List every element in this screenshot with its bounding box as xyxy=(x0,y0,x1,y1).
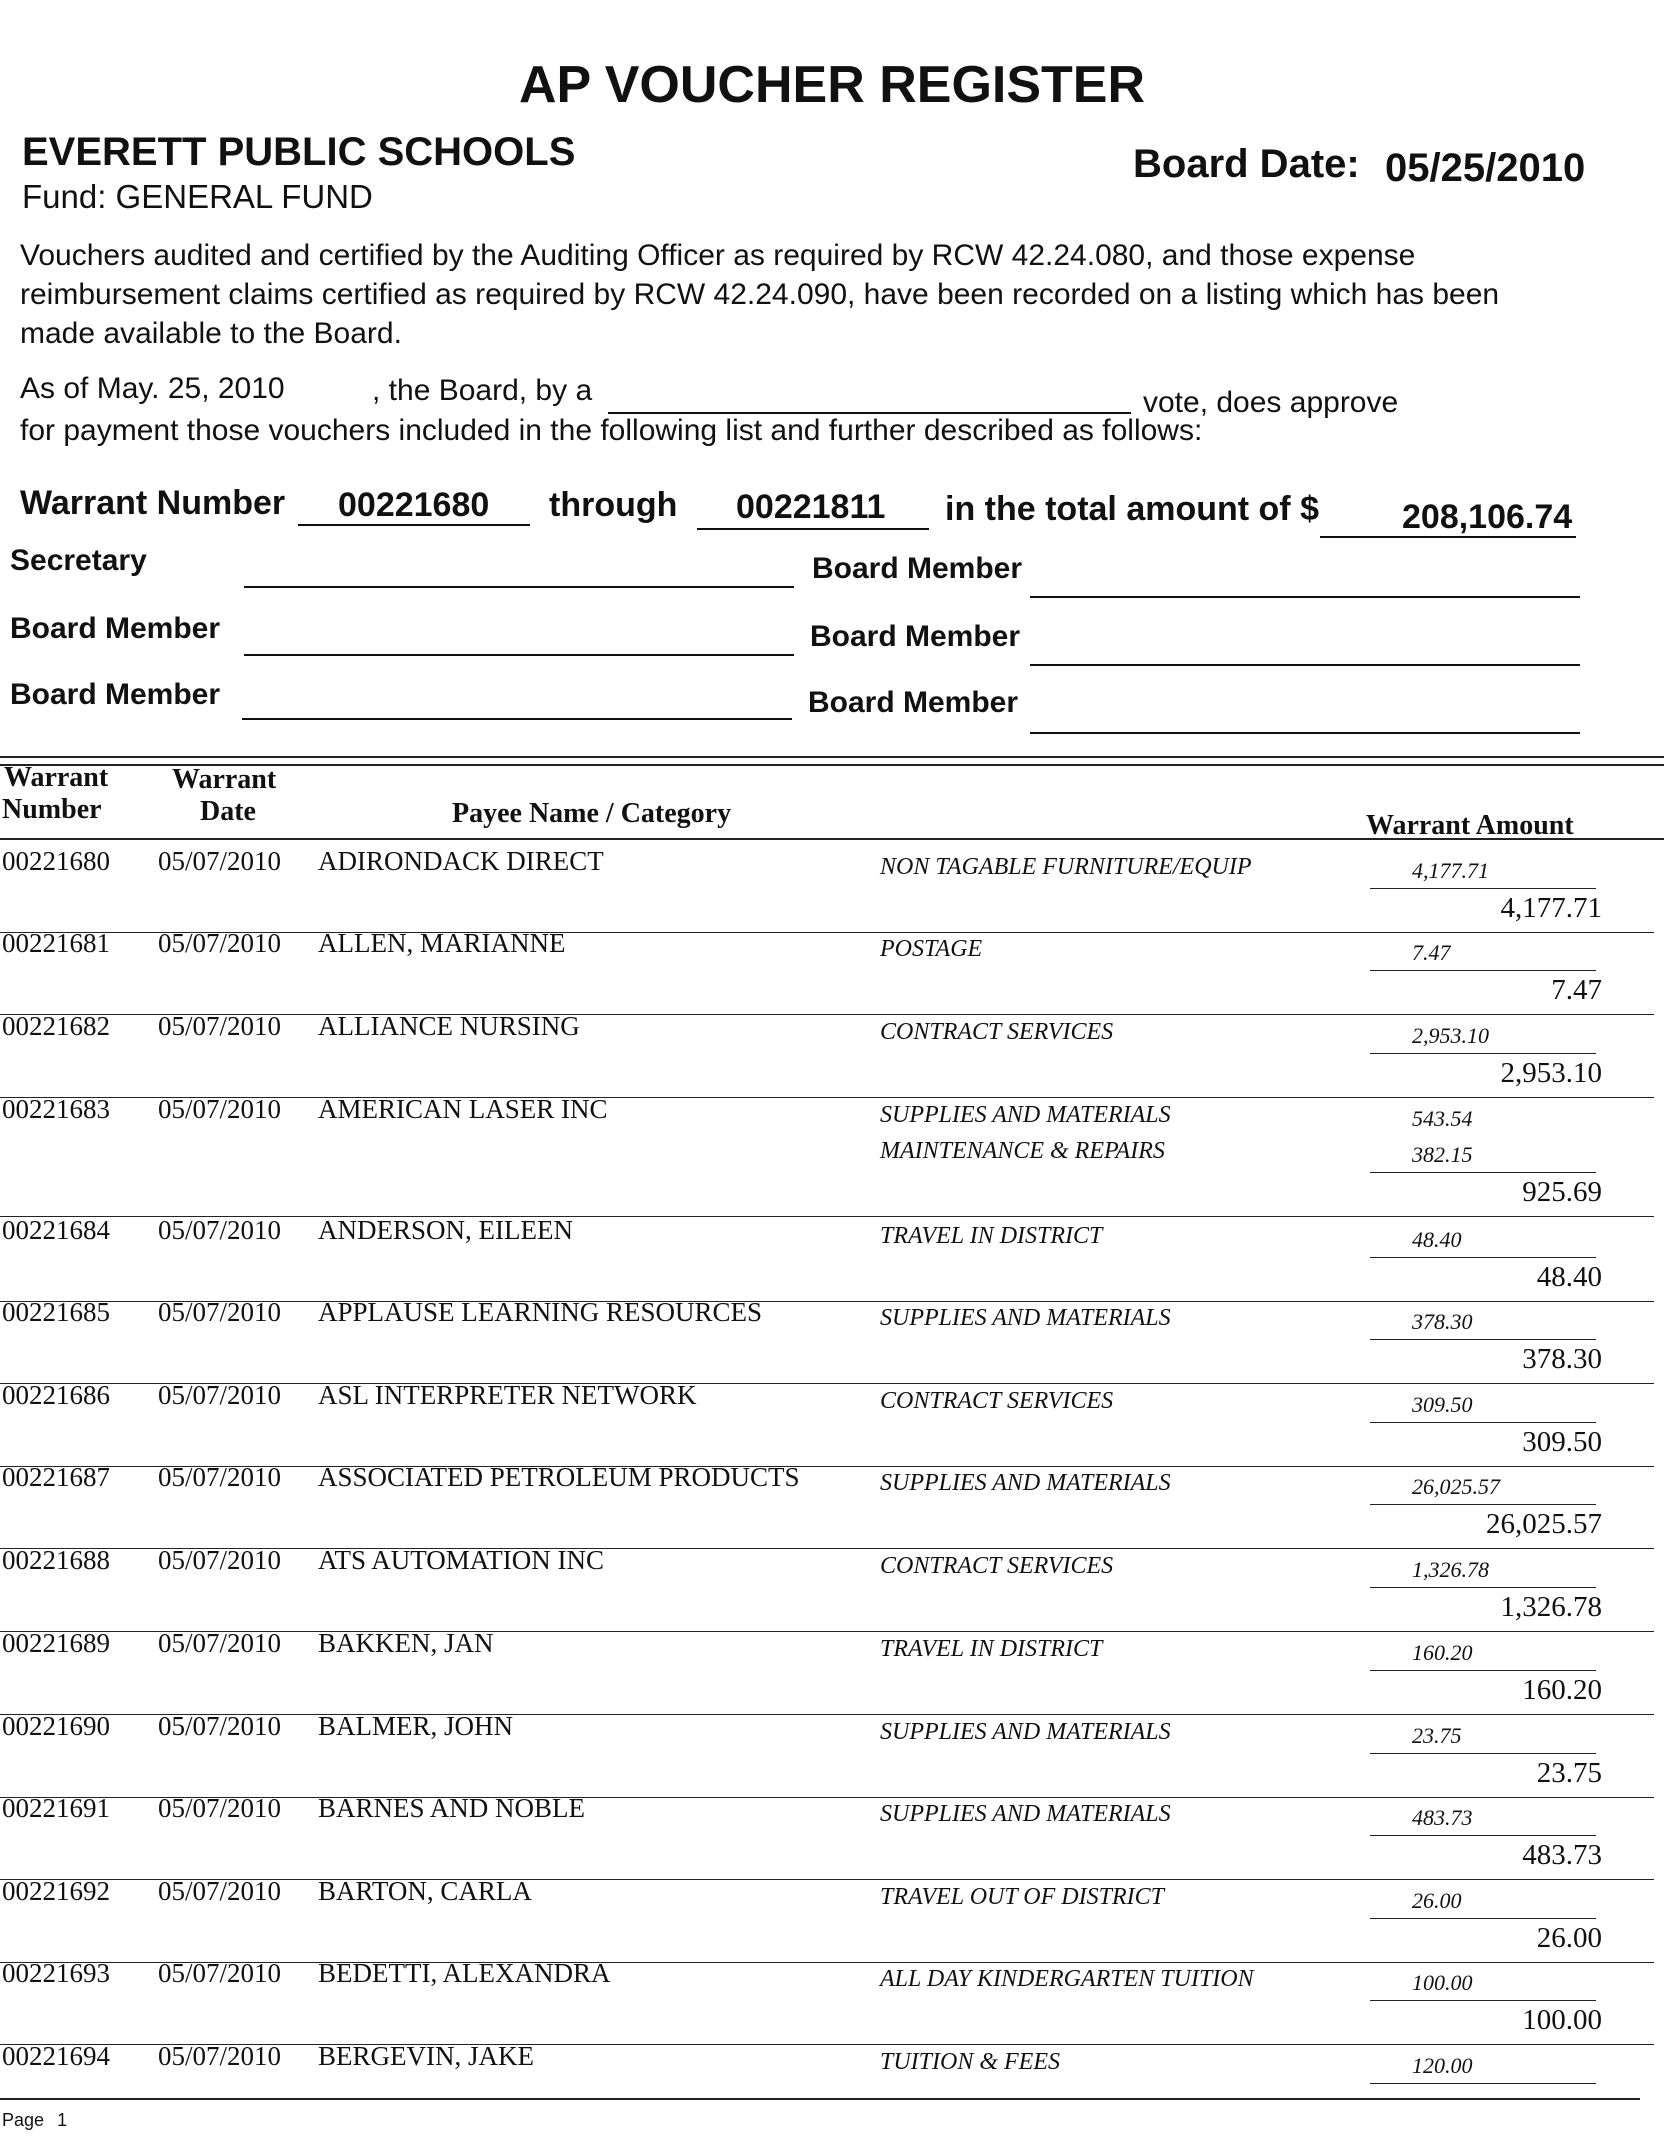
table-top-rule xyxy=(0,756,1664,758)
warrant-total: 378.30 xyxy=(1522,1343,1602,1375)
warrant-total: 7.47 xyxy=(1551,974,1602,1006)
page-title: AP VOUCHER REGISTER xyxy=(518,56,1146,114)
payee-category: CONTRACT SERVICES xyxy=(880,1019,1114,1045)
warrant-number: 00221680 xyxy=(2,846,110,876)
page-label: Page xyxy=(2,2110,45,2130)
warrant-total: 160.20 xyxy=(1522,1674,1602,1706)
warrant-number: 00221686 xyxy=(2,1380,110,1410)
line-amount: 309.50 xyxy=(1412,1392,1473,1417)
warrant-date: 05/07/2010 xyxy=(158,2041,282,2071)
col-header-payee: Payee Name / Category xyxy=(452,798,732,829)
warrant-date: 05/07/2010 xyxy=(158,928,282,958)
payee-category: SUPPLIES AND MATERIALS xyxy=(880,1470,1171,1496)
subtotal-rule xyxy=(1370,1504,1596,1505)
board-member-signature-line xyxy=(244,654,794,656)
payee-category: SUPPLIES AND MATERIALS xyxy=(880,1801,1171,1827)
payee-name: ASSOCIATED PETROLEUM PRODUCTS xyxy=(318,1462,800,1492)
warrant-date: 05/07/2010 xyxy=(158,1793,282,1823)
line-amount: 7.47 xyxy=(1412,940,1451,965)
line-amount: 378.30 xyxy=(1412,1309,1473,1334)
subtotal-rule xyxy=(1370,1587,1596,1588)
subtotal-rule xyxy=(1370,1257,1596,1258)
payee-category: MAINTENANCE & REPAIRS xyxy=(880,1138,1165,1164)
board-member-signature-line xyxy=(242,718,792,720)
col-header-number-1: Warrant xyxy=(4,762,109,793)
footer-rule xyxy=(0,2098,1640,2100)
warrant-date: 05/07/2010 xyxy=(158,1094,282,1124)
page-number: 1 xyxy=(57,2110,68,2130)
board-member-signature-line xyxy=(1030,664,1580,666)
payee-name: APPLAUSE LEARNING RESOURCES xyxy=(318,1297,763,1327)
secretary-signature-line xyxy=(244,586,794,588)
line-amount: 120.00 xyxy=(1412,2053,1473,2078)
payee-name: ALLEN, MARIANNE xyxy=(318,928,566,958)
board-member-signature-line xyxy=(1030,596,1580,598)
warrant-to-value: 00221811 xyxy=(736,488,886,526)
line-amount: 48.40 xyxy=(1412,1227,1462,1252)
warrant-date: 05/07/2010 xyxy=(158,1876,282,1906)
board-member-label: Board Member xyxy=(810,620,1021,653)
warrant-number: 00221689 xyxy=(2,1628,110,1658)
warrant-date: 05/07/2010 xyxy=(158,1628,282,1658)
warrant-total: 23.75 xyxy=(1536,1757,1602,1789)
board-member-label: Board Member xyxy=(10,678,221,711)
board-date-label: Board Date: xyxy=(1133,142,1360,186)
subtotal-rule xyxy=(1370,888,1596,889)
line-amount: 483.73 xyxy=(1412,1805,1473,1830)
payee-name: ALLIANCE NURSING xyxy=(318,1011,580,1041)
warrant-date: 05/07/2010 xyxy=(158,1011,282,1041)
payee-name: ADIRONDACK DIRECT xyxy=(318,846,604,876)
warrant-number: 00221687 xyxy=(2,1462,110,1492)
warrant-date: 05/07/2010 xyxy=(158,1297,282,1327)
warrant-date: 05/07/2010 xyxy=(158,1545,282,1575)
warrant-from-value: 00221680 xyxy=(338,486,490,524)
certification-text: Vouchers audited and certified by the Auditing Officer as required by RCW 42.24.080, and those expense reimbursement claims certified as required by RCW 42.24.090, have been recorded on a listing which has been made available to the Board. xyxy=(20,239,1500,350)
board-member-signature-line xyxy=(1030,732,1580,734)
warrant-total: 309.50 xyxy=(1522,1426,1602,1458)
board-date-value: 05/25/2010 xyxy=(1385,146,1586,190)
warrant-total: 26.00 xyxy=(1536,1922,1602,1954)
line-amount: 23.75 xyxy=(1412,1723,1462,1748)
warrant-number: 00221682 xyxy=(2,1011,110,1041)
warrant-number-label: Warrant Number xyxy=(20,484,286,522)
board-by-text: , the Board, by a xyxy=(372,374,593,407)
warrant-number: 00221684 xyxy=(2,1215,110,1245)
warrant-total: 4,177.71 xyxy=(1500,892,1602,924)
line-amount: 160.20 xyxy=(1412,1640,1473,1665)
payee-name: BAKKEN, JAN xyxy=(318,1628,494,1658)
payee-name: ANDERSON, EILEEN xyxy=(318,1215,573,1245)
warrant-to-underline xyxy=(697,528,929,530)
subtotal-rule xyxy=(1370,1835,1596,1836)
payee-category: ALL DAY KINDERGARTEN TUITION xyxy=(880,1966,1254,1992)
through-label: through xyxy=(549,486,678,524)
warrant-total: 48.40 xyxy=(1536,1261,1602,1293)
as-of-date: May. 25, 2010 xyxy=(96,372,285,405)
payee-category: SUPPLIES AND MATERIALS xyxy=(880,1719,1171,1745)
warrant-number: 00221690 xyxy=(2,1711,110,1741)
payee-category: TRAVEL OUT OF DISTRICT xyxy=(880,1884,1164,1910)
payee-name: BARTON, CARLA xyxy=(318,1876,532,1906)
warrant-date: 05/07/2010 xyxy=(158,1462,282,1492)
warrant-total: 100.00 xyxy=(1522,2004,1602,2036)
payee-name: BALMER, JOHN xyxy=(318,1711,514,1741)
payee-category: NON TAGABLE FURNITURE/EQUIP xyxy=(880,854,1252,880)
total-amount-value: 208,106.74 xyxy=(1402,498,1573,536)
line-amount: 2,953.10 xyxy=(1412,1023,1489,1048)
subtotal-rule xyxy=(1370,1422,1596,1423)
total-amount-label: in the total amount of $ xyxy=(945,490,1319,528)
warrant-number: 00221688 xyxy=(2,1545,110,1575)
warrant-total: 26,025.57 xyxy=(1486,1508,1602,1540)
line-amount: 4,177.71 xyxy=(1412,858,1489,883)
payee-category: TRAVEL IN DISTRICT xyxy=(880,1223,1103,1249)
warrant-number: 00221681 xyxy=(2,928,110,958)
warrant-number: 00221693 xyxy=(2,1958,110,1988)
payee-name: AMERICAN LASER INC xyxy=(318,1094,608,1124)
subtotal-rule xyxy=(1370,2000,1596,2001)
col-header-number-2: Number xyxy=(2,794,102,825)
line-amount: 543.54 xyxy=(1412,1106,1473,1131)
payee-name: ASL INTERPRETER NETWORK xyxy=(318,1380,697,1410)
payment-text: for payment those vouchers included in the following list and further described as follows: xyxy=(20,414,1203,447)
warrant-number: 00221683 xyxy=(2,1094,110,1124)
subtotal-rule xyxy=(1370,1670,1596,1671)
warrant-date: 05/07/2010 xyxy=(158,1711,282,1741)
line-amount: 382.15 xyxy=(1412,1142,1473,1167)
warrant-date: 05/07/2010 xyxy=(158,1380,282,1410)
payee-name: BERGEVIN, JAKE xyxy=(318,2041,534,2071)
warrant-total: 925.69 xyxy=(1522,1176,1602,1208)
line-amount: 26.00 xyxy=(1412,1888,1462,1913)
subtotal-rule xyxy=(1370,1339,1596,1340)
payee-category: POSTAGE xyxy=(880,936,983,962)
payee-category: CONTRACT SERVICES xyxy=(880,1388,1114,1414)
warrant-number: 00221692 xyxy=(2,1876,110,1906)
payee-name: BEDETTI, ALEXANDRA xyxy=(318,1958,611,1988)
board-member-label: Board Member xyxy=(808,686,1019,719)
payee-category: TUITION & FEES xyxy=(880,2049,1060,2075)
payee-category: SUPPLIES AND MATERIALS xyxy=(880,1102,1171,1128)
board-member-label: Board Member xyxy=(812,552,1023,585)
warrant-number: 00221685 xyxy=(2,1297,110,1327)
payee-category: TRAVEL IN DISTRICT xyxy=(880,1636,1103,1662)
subtotal-rule xyxy=(1370,970,1596,971)
subtotal-rule xyxy=(1370,2083,1596,2084)
as-of-line xyxy=(20,372,285,406)
board-member-label: Board Member xyxy=(10,612,221,645)
page-footer xyxy=(2,2110,67,2131)
warrant-date: 05/07/2010 xyxy=(158,1215,282,1245)
warrant-total: 483.73 xyxy=(1522,1839,1602,1871)
as-of-label: As of xyxy=(20,372,89,405)
payee-category: CONTRACT SERVICES xyxy=(880,1553,1114,1579)
line-amount: 26,025.57 xyxy=(1412,1474,1500,1499)
secretary-label: Secretary xyxy=(10,544,147,577)
col-header-date-1: Warrant xyxy=(172,764,277,795)
line-amount: 100.00 xyxy=(1412,1970,1473,1995)
fund-label: Fund: GENERAL FUND xyxy=(22,178,373,215)
col-header-date-2: Date xyxy=(200,796,256,827)
line-amount: 1,326.78 xyxy=(1412,1557,1489,1582)
warrant-number: 00221694 xyxy=(2,2041,110,2071)
warrant-number: 00221691 xyxy=(2,1793,110,1823)
payee-category: SUPPLIES AND MATERIALS xyxy=(880,1305,1171,1331)
header-bottom-rule xyxy=(0,838,1664,840)
col-header-amount: Warrant Amount xyxy=(1366,810,1574,841)
school-name: EVERETT PUBLIC SCHOOLS xyxy=(22,130,576,174)
payee-name: ATS AUTOMATION INC xyxy=(318,1545,605,1575)
vote-text: vote, does approve xyxy=(1143,386,1399,419)
warrant-date: 05/07/2010 xyxy=(158,846,282,876)
warrant-total: 2,953.10 xyxy=(1500,1057,1602,1089)
subtotal-rule xyxy=(1370,1753,1596,1754)
warrant-date: 05/07/2010 xyxy=(158,1958,282,1988)
subtotal-rule xyxy=(1370,1053,1596,1054)
payee-name: BARNES AND NOBLE xyxy=(318,1793,586,1823)
subtotal-rule xyxy=(1370,1172,1596,1173)
subtotal-rule xyxy=(1370,1918,1596,1919)
warrant-total: 1,326.78 xyxy=(1500,1591,1602,1623)
